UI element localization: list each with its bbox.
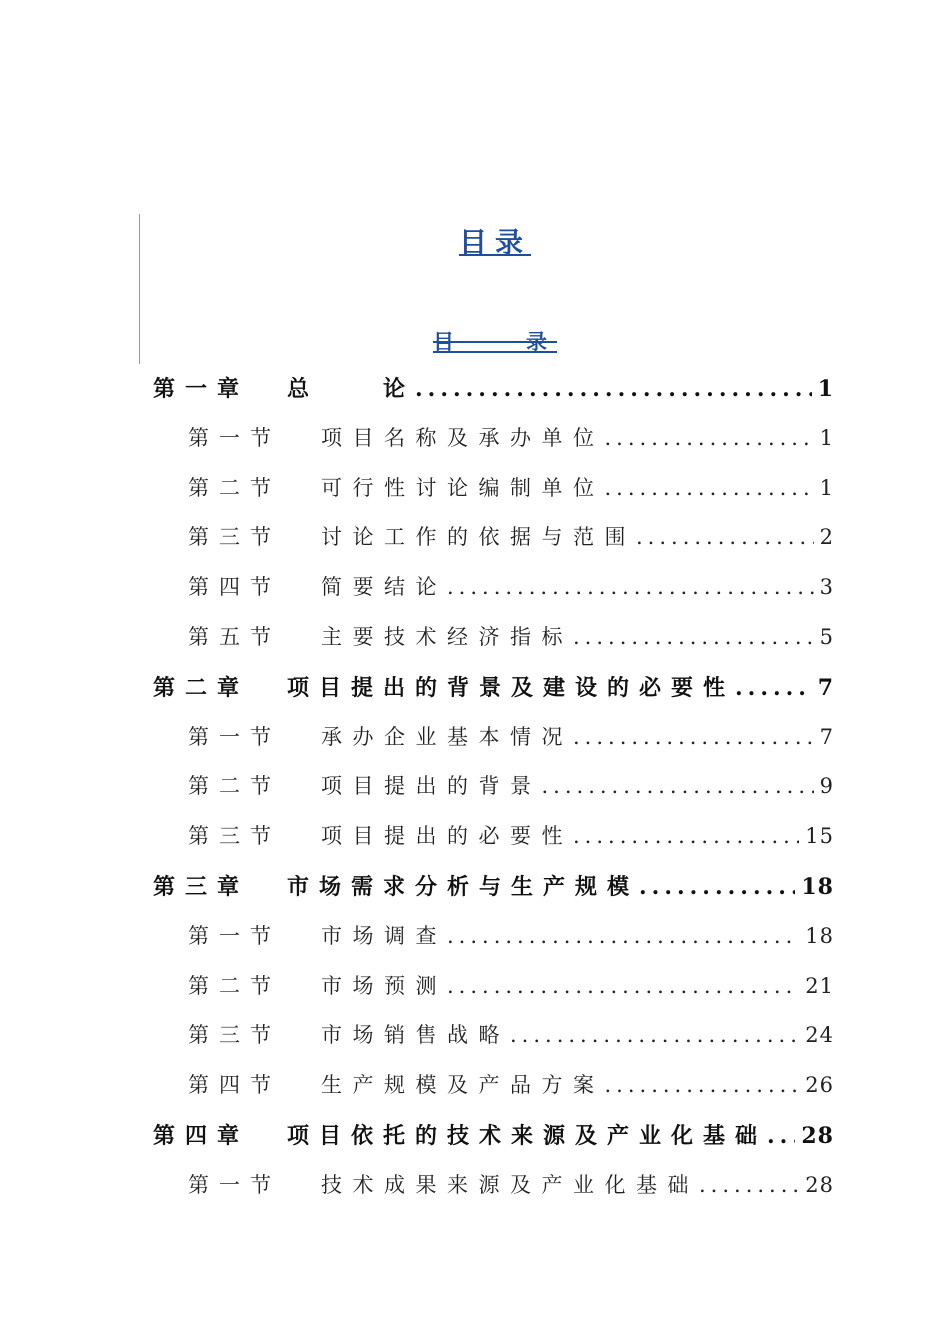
struck-title: 目 录 bbox=[433, 329, 557, 354]
toc-entry-heading: 生产规模及产品方案 bbox=[321, 1073, 605, 1097]
toc-page-number: 21 bbox=[805, 974, 834, 998]
toc-page-number: 1 bbox=[819, 426, 834, 450]
toc-chapter-entry[interactable] bbox=[153, 671, 834, 703]
toc-chapter-entry[interactable] bbox=[153, 1119, 834, 1151]
toc-dot-leader bbox=[767, 1123, 795, 1149]
toc-entry-label: 第三章 bbox=[153, 874, 250, 900]
toc-entry-label: 第一节 bbox=[188, 725, 281, 749]
toc-page-number: 18 bbox=[805, 924, 834, 948]
toc-entry-label: 第二节 bbox=[188, 974, 281, 998]
toc-page-number: 28 bbox=[801, 1123, 834, 1149]
toc-entry-label: 第三节 bbox=[188, 1023, 281, 1047]
page-title: 目录 bbox=[458, 226, 531, 259]
toc-page-number: 2 bbox=[819, 525, 834, 549]
toc-dot-leader bbox=[510, 1023, 799, 1047]
toc-dot-leader bbox=[447, 974, 799, 998]
toc-entry-heading: 主要技术经济指标 bbox=[321, 625, 573, 649]
toc-entry-label: 第五节 bbox=[188, 625, 281, 649]
toc-entry-label: 第一节 bbox=[188, 924, 281, 948]
toc-section-entry[interactable] bbox=[188, 970, 834, 1002]
toc-dot-leader bbox=[447, 575, 814, 599]
toc-entry-heading: 市场需求分析与生产规模 bbox=[287, 874, 640, 900]
toc-section-entry[interactable] bbox=[188, 1019, 834, 1051]
toc-entry-heading: 市场预测 bbox=[321, 974, 447, 998]
toc-page-number: 1 bbox=[819, 476, 834, 500]
toc-dot-leader bbox=[605, 1073, 800, 1097]
toc-entry-label: 第四章 bbox=[153, 1123, 250, 1149]
toc-dot-leader bbox=[415, 376, 812, 402]
toc-page-number: 9 bbox=[819, 774, 834, 798]
toc-entry-heading: 简要结论 bbox=[321, 575, 447, 599]
toc-page-number: 28 bbox=[805, 1173, 834, 1197]
toc-dot-leader bbox=[636, 525, 814, 549]
toc-section-entry[interactable] bbox=[188, 1169, 834, 1201]
toc-entry-heading: 市场销售战略 bbox=[321, 1023, 510, 1047]
toc-entry-heading: 项目提出的背景 bbox=[321, 774, 542, 798]
toc-entry-label: 第一节 bbox=[188, 1173, 281, 1197]
toc-entry-heading: 技术成果来源及产业化基础 bbox=[321, 1173, 699, 1197]
toc-dot-leader bbox=[605, 426, 814, 450]
toc-dot-leader bbox=[639, 874, 795, 900]
toc-entry-label: 第二章 bbox=[153, 675, 250, 701]
toc-entry-heading: 项目依托的技术来源及产业化基础 bbox=[287, 1123, 768, 1149]
toc-page-number: 7 bbox=[817, 675, 834, 701]
toc-section-entry[interactable] bbox=[188, 571, 834, 603]
toc-dot-leader bbox=[699, 1173, 799, 1197]
toc-entry-heading: 项目提出的必要性 bbox=[321, 824, 573, 848]
toc-entry-heading: 项目提出的背景及建设的必要性 bbox=[287, 675, 736, 701]
toc-dot-leader bbox=[735, 675, 812, 701]
toc-dot-leader bbox=[573, 725, 814, 749]
toc-section-entry[interactable] bbox=[188, 521, 834, 553]
toc-page-number: 15 bbox=[805, 824, 834, 848]
toc-page-number: 3 bbox=[819, 575, 834, 599]
toc-section-entry[interactable] bbox=[188, 920, 834, 952]
toc-section-entry[interactable] bbox=[188, 721, 834, 753]
toc-dot-leader bbox=[573, 625, 814, 649]
toc-dot-leader bbox=[573, 824, 799, 848]
toc-section-entry[interactable] bbox=[188, 820, 834, 852]
toc-section-entry[interactable] bbox=[188, 621, 834, 653]
toc-entry-heading: 讨论工作的依据与范围 bbox=[321, 525, 636, 549]
toc-page-number: 5 bbox=[819, 625, 834, 649]
toc-section-entry[interactable] bbox=[188, 770, 834, 802]
toc-entry-label: 第三节 bbox=[188, 824, 281, 848]
toc-page-number: 24 bbox=[805, 1023, 834, 1047]
toc-dot-leader bbox=[605, 476, 814, 500]
toc-page-number: 1 bbox=[817, 376, 834, 402]
toc-entry-label: 第三节 bbox=[188, 525, 281, 549]
toc-entry-heading: 可行性讨论编制单位 bbox=[321, 476, 605, 500]
toc-section-entry[interactable] bbox=[188, 422, 834, 454]
toc-chapter-entry[interactable] bbox=[153, 870, 834, 902]
toc-entry-heading: 承办企业基本情况 bbox=[321, 725, 573, 749]
toc-entry-label: 第一节 bbox=[188, 426, 281, 450]
toc-dot-leader bbox=[542, 774, 814, 798]
toc-entry-heading: 项目名称及承办单位 bbox=[321, 426, 605, 450]
toc-page-number: 18 bbox=[801, 874, 834, 900]
toc-entry-label: 第四节 bbox=[188, 1073, 281, 1097]
toc-entry-label: 第二节 bbox=[188, 476, 281, 500]
toc-entry-heading: 市场调查 bbox=[321, 924, 447, 948]
toc-entry-label: 第一章 bbox=[153, 376, 250, 402]
toc-entry-label: 第二节 bbox=[188, 774, 281, 798]
toc-entry-heading: 总 论 bbox=[287, 376, 416, 402]
toc-section-entry[interactable] bbox=[188, 472, 834, 504]
toc-section-entry[interactable] bbox=[188, 1069, 834, 1101]
toc-page-number: 26 bbox=[805, 1073, 834, 1097]
toc-chapter-entry[interactable] bbox=[153, 372, 834, 404]
toc-dot-leader bbox=[447, 924, 799, 948]
toc-page-number: 7 bbox=[819, 725, 834, 749]
toc-entry-label: 第四节 bbox=[188, 575, 281, 599]
